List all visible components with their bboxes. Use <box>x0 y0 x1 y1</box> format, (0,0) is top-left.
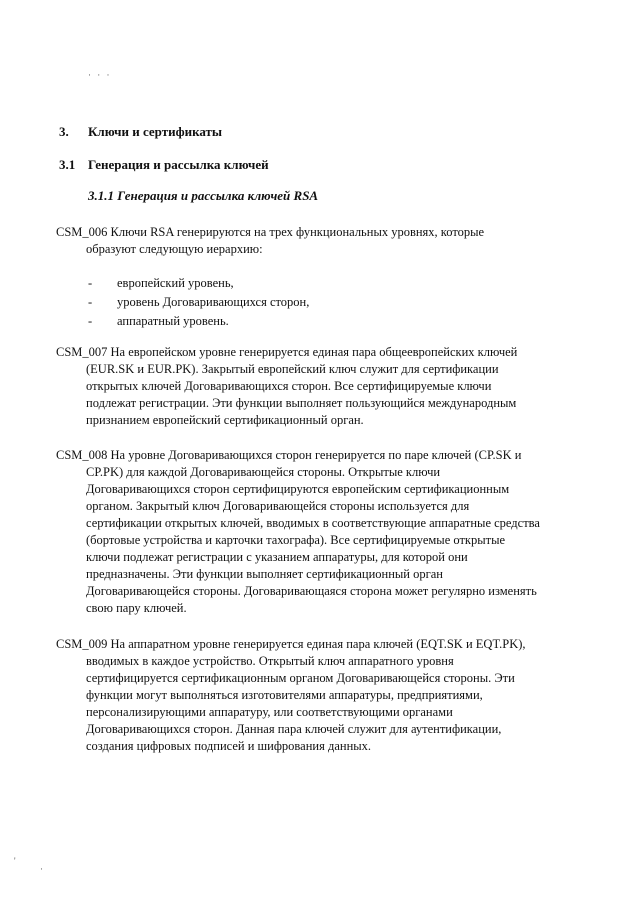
paragraph-line: персонализирующими аппаратуру, или соответствующими органами <box>86 705 453 719</box>
level-list <box>88 274 309 331</box>
subsection-number: 3.1 <box>59 157 76 172</box>
section-heading <box>59 124 222 140</box>
paragraph-line: органом. Закрытый ключ Договаривающейся стороны используется для <box>86 499 470 513</box>
subsubsection-heading: 3.1.1 Генерация и рассылка ключей RSA <box>88 188 319 203</box>
scan-speck: ' <box>14 856 18 866</box>
subsection-title: Генерация и рассылка ключей <box>88 157 269 172</box>
paragraph-line: признанием европейский сертификационный орган. <box>86 413 364 427</box>
paragraph-csm-006 <box>56 224 576 258</box>
paragraph-line: (EUR.SK и EUR.PK). Закрытый европейский ключ служит для сертификации <box>86 362 499 376</box>
subsection-heading <box>59 157 269 173</box>
paragraph-csm-009 <box>56 636 576 755</box>
paragraph-line: CSM_007 На европейском уровне генерируется единая пара общеевропейских ключей <box>56 345 518 359</box>
paragraph-line: Договаривающейся стороны. Договаривающаяся сторона может регулярно изменять <box>86 584 537 598</box>
paragraph-line: ключи подлежат регистрации с указанием аппаратуры, для которой они <box>86 550 468 564</box>
paragraph-line: CSM_008 На уровне Договаривающихся сторон генерируется по паре ключей (CP.SK и <box>56 448 522 462</box>
paragraph-line: предназначены. Эти функции выполняет сертификационный орган <box>86 567 443 581</box>
paragraph-line: Договаривающихся сторон. Данная пара ключей служит для аутентификации, <box>86 722 502 736</box>
paragraph-csm-008 <box>56 447 576 617</box>
paragraph-line: сертифицируется сертификационным органом Договаривающейся стороны. Эти <box>86 671 515 685</box>
paragraph-line: образуют следующую иерархию: <box>86 242 263 256</box>
section-title: Ключи и сертификаты <box>88 124 223 139</box>
paragraph-csm-007 <box>56 344 576 429</box>
section-number: 3. <box>59 124 69 139</box>
paragraph-line: сертификации открытых ключей, вводимых в соответствующие аппаратные средства <box>86 516 540 530</box>
paragraph-line: (бортовые устройства и карточки тахографа). Все сертифицируемые открытые <box>86 533 506 547</box>
paragraph-line: открытых ключей Договаривающихся сторон. Все сертифицируемые ключи <box>86 379 492 393</box>
paragraph-line: свою пару ключей. <box>86 601 187 615</box>
paragraph-line: создания цифровых подписей и шифрования данных. <box>86 739 372 753</box>
list-item: - европейский уровень, <box>88 276 234 290</box>
paragraph-line: CP.PK) для каждой Договаривающейся стороны. Открытые ключи <box>86 465 441 479</box>
paragraph-line: подлежат регистрации. Эти функции выполняет пользующийся международным <box>86 396 517 410</box>
paragraph-line: вводимых в каждое устройство. Открытый ключ аппаратного уровня <box>86 654 454 668</box>
paragraph-line: функции могут выполняться изготовителями аппаратуры, предприятиями, <box>86 688 483 702</box>
scan-speck: · <box>40 864 45 874</box>
paragraph-line: CSM_006 Ключи RSA генерируются на трех функциональных уровнях, которые <box>56 225 485 239</box>
list-item: - уровень Договаривающихся сторон, <box>88 295 310 309</box>
scan-speck: · · · <box>88 70 112 80</box>
list-item: - аппаратный уровень. <box>88 314 229 328</box>
paragraph-line: Договаривающихся сторон сертифицируются европейским сертификационным <box>86 482 510 496</box>
paragraph-line: CSM_009 На аппаратном уровне генерируется единая пара ключей (EQT.SK и EQT.PK), <box>56 637 526 651</box>
